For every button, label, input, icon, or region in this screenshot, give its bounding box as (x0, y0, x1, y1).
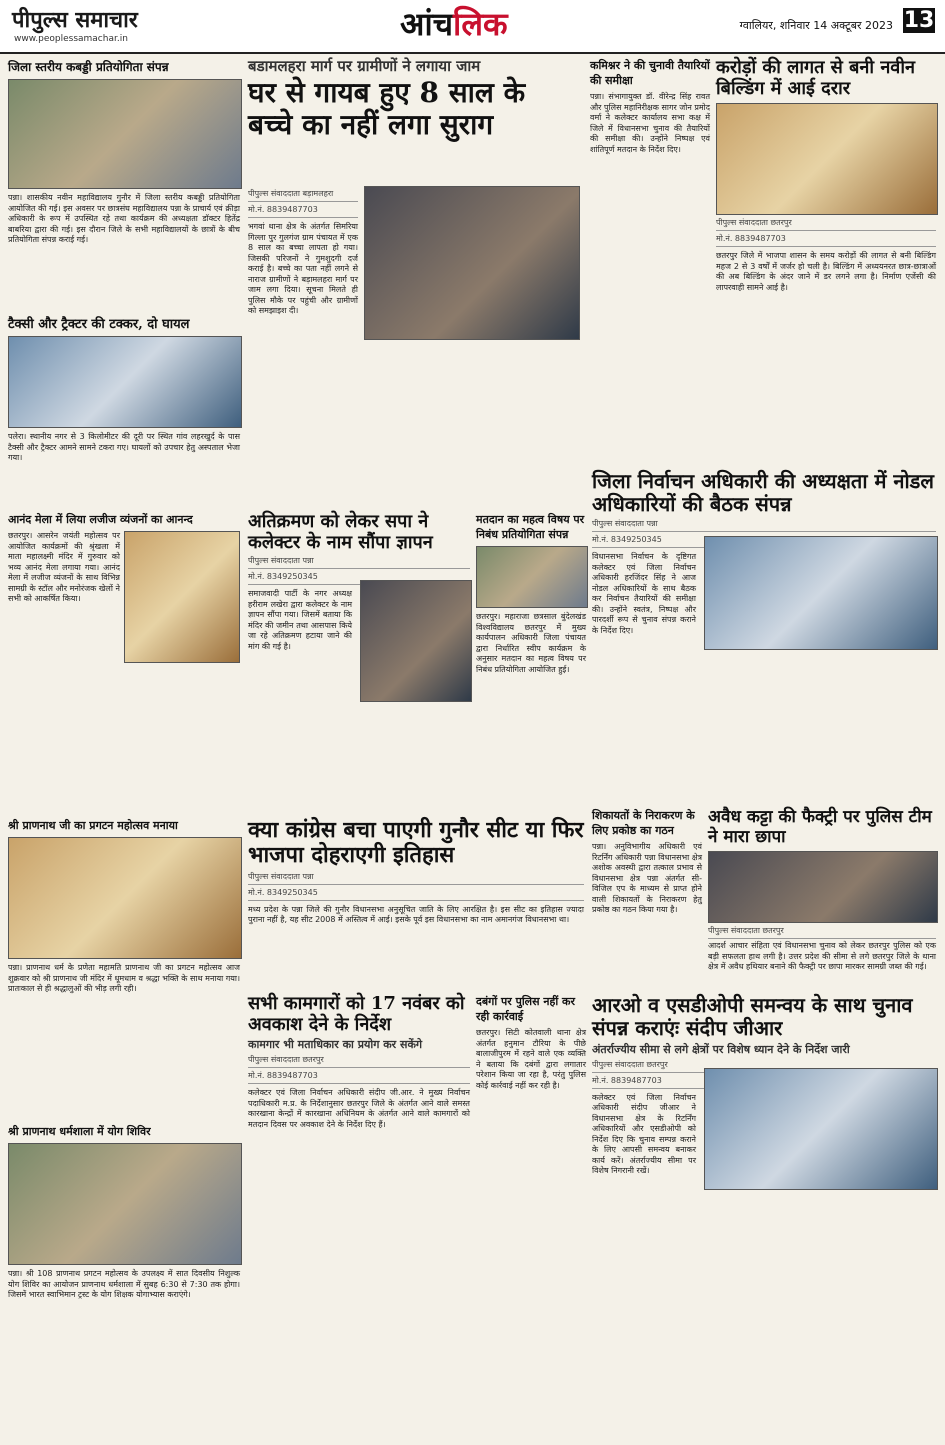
article-holiday (248, 994, 470, 1294)
article-text: छतरपुर। सिटी कोतवाली थाना क्षेत्र अंतर्गत हनुमान टौरिया के पीछे बालाजीपुरम में रहने वाले एक व्यक्ति ने बताया कि दबंगों द्वारा लगातार परेशान किया जा रहा है, परंतु पुलिस कोई कार्रवाई नहीं कर रही है। (476, 1028, 586, 1090)
article-byline: पीपुल्स संवाददाता पन्ना (248, 553, 470, 569)
article-byline: पीपुल्स संवाददाता छतरपुर (248, 1052, 470, 1068)
article-text: पलेरा। स्थानीय नगर से 3 किलोमीटर की दूरी पर स्थित गांव लहरखुर्द के पास टैक्सी और ट्रैक्टर आमने सामने टकरा गए। घायलों को उपचार हेतु अस्पताल भेजा गया। (8, 432, 240, 462)
article-essay (476, 512, 586, 812)
article-text: छतरपुर। महाराजा छत्रसाल बुंदेलखंड विश्वविद्यालय छतरपुर में मुख्य कार्यपालन अधिकारी जिला पंचायत द्वारा निर्धारित स्वीप कार्यक्रम के अनुसार मतदान का महत्व विषय पर निबंध प्रतियोगिता आयोजित हुई। (476, 612, 586, 674)
article-mobile: मो.नं. 8349250345 (248, 569, 470, 585)
article-title: दबंगों पर पुलिस नहीं कर रही कार्रवाई (476, 995, 575, 1023)
article-subhead: कामगार भी मताधिकार का प्रयोग कर सकेंगे (248, 1038, 423, 1052)
article-text: आदर्श आचार संहिता एवं विधानसभा चुनाव को लेकर छतरपुर पुलिस को एक बड़ी सफलता हाथ लगी है। उत्तर प्रदेश की सीमा से लगे छतरपुर जिले के थाना क्षेत्र में अवैध हथियार बनाने की फैक्ट्री पर छापा मारकर सामग्री जब्त की गई। (708, 941, 936, 972)
website-url[interactable]: www.peoplessamachar.in (14, 34, 128, 44)
article-title: शिकायतों के निराकरण के लिए प्रकोष्ठ का गठन (592, 809, 695, 837)
article-title: क्या कांग्रेस बचा पाएगी गुनौर सीट या फिर भाजपा दोहराएगी इतिहास (248, 817, 584, 869)
anand-photo (124, 531, 240, 663)
section-name (400, 2, 508, 45)
newspaper-logo: पीपुल्स समाचार (12, 7, 138, 33)
katta-photo (708, 851, 938, 923)
article-yoga (8, 1124, 240, 1424)
article-title: कमिश्नर ने की चुनावी तैयारियों की समीक्षा (590, 59, 710, 87)
article-katta (708, 808, 936, 988)
article-title: आरओ व एसडीओपी समन्वय के साथ चुनाव संपन्न कराएंः संदीप जीआर (592, 993, 913, 1040)
article-text: छतरपुर। आसरेन जयंती महोत्सव पर आयोजित कार्यक्रमों की श्रृंखला में माता महालक्ष्मी मंदिर में गुरुवार को भव्य आनंद मेला लगाया गया। आनंद मेला में लजीज व्यंजनों के साथ विभिन्न सामग्री के स्टॉल और मनोरंजक खेलों ने सभी को आकर्षित किया। (8, 531, 120, 603)
article-title: जिला स्तरीय कबड्डी प्रतियोगिता संपन्न (8, 60, 169, 74)
article-text: मध्य प्रदेश के पन्ना जिले की गुनौर विधानसभा अनुसूचित जाति के लिए आरक्षित है। इस सीट का इतिहास ज्यादा पुराना नहीं है, यह सीट 2008 में अस्तित्व में आई। इसके पूर्व इस विधानसभा का नाम अमानगंज विधानसभा था। (248, 904, 584, 925)
article-text: विधानसभा निर्वाचन के दृष्टिगत कलेक्टर एवं जिला निर्वाचन अधिकारी हरजिंदर सिंह ने आज नोडल अधिकारियों के साथ बैठक कर निर्वाचन तैयारियों की समीक्षा की। उन्होंने स्वतंत्र, निष्पक्ष और पारदर्शी रूप से चुनाव संपन्न कराने के निर्देश दिए। (592, 552, 696, 635)
section-name-part1: आंच (400, 5, 454, 43)
yoga-photo (8, 1143, 242, 1265)
article-title: आनंद मेला में लिया लजीज व्यंजनों का आनन्द (8, 513, 193, 526)
article-title: श्री प्राणनाथ धर्मशाला में योग शिविर (8, 1125, 151, 1138)
article-complaint (592, 808, 702, 988)
taxi-photo (8, 336, 242, 428)
article-mobile: मो.नं. 8349250345 (248, 885, 584, 901)
section-name-part2: लिक (453, 5, 508, 43)
lead-mobile: मो.नं. 8839487703 (248, 202, 358, 218)
article-subhead: अंतर्राज्यीय सीमा से लगे क्षेत्रों पर विशेष ध्यान देने के निर्देश जारी (592, 1043, 850, 1056)
article-mobile: मो.नं. 8839487703 (592, 1073, 936, 1089)
article-commissioner (590, 58, 710, 478)
kabaddi-photo (8, 79, 242, 189)
article-pranath (8, 818, 240, 1118)
article-title: अतिक्रमण को लेकर सपा ने कलेक्टर के नाम सौंपा ज्ञापन (248, 511, 433, 553)
dateline: ग्वालियर, शनिवार 14 अक्टूबर 2023 (739, 19, 893, 32)
masthead (0, 0, 945, 54)
lead-body-col (248, 186, 358, 506)
article-byline: पीपुल्स संवाददाता छतरपुर (716, 215, 936, 231)
article-text: पन्ना। श्री 108 प्राणनाथ प्रगटन महोत्सव के उपलक्ष्य में सात दिवसीय निशुल्क योग शिविर का आयोजन प्राणनाथ धर्मशाला में सुबह 6:30 से 7:30 तक होगा। जिसमें भारत स्वाभिमान ट्रस्ट के योग शिक्षक योगाभ्यास कराएंगे। (8, 1269, 240, 1299)
article-title: मतदान का महत्व विषय पर निबंध प्रतियोगिता संपन्न (476, 513, 585, 541)
lead-title: घर से गायब हुए 8 साल के बच्चे का नहीं लगा सुराग (248, 76, 526, 142)
article-title: टैक्सी और ट्रैक्टर की टक्कर, दो घायल (8, 317, 190, 332)
article-title: करोड़ों की लागत से बनी नवीन बिल्डिंग में आई दरार (716, 57, 915, 99)
article-text: कलेक्टर एवं जिला निर्वाचन अधिकारी संदीप जी.आर. ने मुख्य निर्वाचन पदाधिकारी म.प्र. के निर्देशानुसार छतरपुर जिले के अंतर्गत आने वाले समस्त कारखाना केन्द्रों में कारखाना अधिनियम के अंतर्गत आने वाले कामगारों को मतदान दिवस पर अवकाश देने के निर्देश दिए हैं। (248, 1088, 470, 1129)
lead-photo (364, 186, 580, 340)
article-text: पन्ना। अनुविभागीय अधिकारी एवं रिटर्निंग अधिकारी पन्ना विधानसभा क्षेत्र अशोक अवस्थी द्वारा तत्काल प्रभाव से विधानसभा क्षेत्र पन्ना अंतर्गत सी-विजिल एप के माध्यम से प्राप्त होने वाली शिकायतों के निराकरण हेतु प्रकोष्ठ का गठन किया गया है। (592, 842, 702, 914)
article-building (716, 58, 936, 478)
pranath-photo (8, 837, 242, 959)
article-dabang (476, 994, 586, 1294)
article-mobile: मो.नं. 8349250345 (592, 532, 936, 548)
article-title: श्री प्राणनाथ जी का प्रगटन महोत्सव मनाया (8, 819, 178, 832)
article-byline: पीपुल्स संवाददाता छतरपुर (708, 923, 936, 939)
article-byline: पीपुल्स संवाददाता छतरपुर (592, 1057, 936, 1073)
sp-portrait-photo (360, 580, 472, 702)
article-text: पन्ना। प्राणनाथ धर्म के प्रणेता महामति प्राणनाथ जी का प्रगटन महोत्सव आज शुक्रवार को श्री प्राणनाथ जी मंदिर में धूमधाम व श्रद्धा भक्ति के साथ मनाया गया। प्रातःकाल से ही श्रद्धालुओं की भीड़ लगी रही। (8, 963, 240, 993)
article-title: सभी कामगारों को 17 नवंबर को अवकाश देने के निर्देश (248, 993, 465, 1035)
article-congress (248, 818, 584, 988)
article-kabaddi (8, 58, 240, 308)
article-mobile: मो.नं. 8839487703 (248, 1068, 470, 1084)
article-byline: पीपुल्स संवाददाता पन्ना (248, 869, 584, 885)
article-mobile: मो.नं. 8839487703 (716, 231, 936, 247)
nodal-photo (704, 536, 938, 650)
page-number: 13 (903, 8, 935, 33)
article-text: छतरपुर जिले में भाजपा शासन के समय करोड़ों की लागत से बनी बिल्डिंग महज 2 से 3 वर्षों में जर्जर हो चली है। बिल्डिंग में अध्ययनरत छात्र-छात्राओं की अब बिल्डिंग के अंदर जाने में डर लगने लगा है। निर्माण एजेंसी की लापरवाही सामने आई है। (716, 251, 936, 292)
building-photo (716, 103, 938, 215)
article-text: पन्ना। संभागायुक्त डॉ. वीरेन्द्र सिंह रावत और पुलिस महानिरीक्षक सागर जोन प्रमोद वर्मा ने कलेक्टर कार्यालय सभा कक्ष में जिले में विधानसभा चुनाव की तैयारियों की समीक्षा की। उन्होंने निष्पक्ष एवं शांतिपूर्ण मतदान के निर्देश दिए। (590, 92, 710, 154)
article-text: समाजवादी पार्टी के नगर अध्यक्ष हरीराम लखेरा द्वारा कलेक्टर के नाम ज्ञापन सौंपा गया। जिसमें बताया कि मंदिर की जमीन तथा आसपास किये जा रहे अतिक्रमण हटाया जाने की मांग की गई है। (248, 589, 352, 651)
article-title: अवैध कट्टा की फैक्ट्री पर पुलिस टीम ने मारा छापा (708, 807, 932, 847)
lead-kicker: बडामलहरा मार्ग पर ग्रामीणों ने लगाया जाम (248, 57, 481, 75)
essay-photo (476, 546, 588, 608)
lead-kicker-block (248, 57, 578, 142)
ro-photo (704, 1068, 938, 1190)
article-text: कलेक्टर एवं जिला निर्वाचन अधिकारी संदीप जीआर ने विधानसभा क्षेत्र के रिटर्निंग अधिकारियों और एसडीओपी को निर्देश दिए कि चुनाव सम्पन्न कराने के लिए आपसी समन्वय बनाकर कार्य करें। अंतर्राज्यीय सीमा पर विशेष निगरानी रखें। (592, 1092, 696, 1176)
article-byline: पीपुल्स संवाददाता पन्ना (592, 516, 936, 532)
article-text: पन्ना। शासकीय नवीन महाविद्यालय गुनौर में जिला स्तरीय कबड्डी प्रतियोगिता आयोजित की गई। इस अवसर पर छात्रसंघ महाविद्यालय पन्ना के प्राचार्य एवं क्रीड़ा अधिकारी के रूप में उपस्थित रहे तथा कार्यक्रम की अध्यक्षता डॉक्टर हितेंद्र बाबरिया द्वारा की गई। इस दौरान जिले के सभी महाविद्यालयों के छात्रों के बीच प्रतियोगिता संपन्न कराई गई। (8, 193, 240, 244)
lead-byline: पीपुल्स संवाददाता बड़ामलहरा (248, 186, 358, 202)
article-taxi (8, 314, 240, 504)
article-anand (8, 512, 240, 812)
lead-text: भगवां थाना क्षेत्र के अंतर्गत सिमरिया गिल्ला पुर गुलगंज ग्राम पंचायत में एक 8 साल का बच्चा लापता हो गया। जिसकी परिजनों ने गुमशुदगी दर्ज कराई है। बच्चे का पता नहीं लगने से नाराज ग्रामीणों ने बड़ामलहरा मार्ग पर जाम लगा दिया। सूचना मिलते ही पुलिस मौके पर पहुंची और ग्रामीणों को समझाइश दी। (248, 222, 358, 315)
article-title: जिला निर्वाचन अधिकारी की अध्यक्षता में नोडल अधिकारियों की बैठक संपन्न (592, 469, 934, 516)
